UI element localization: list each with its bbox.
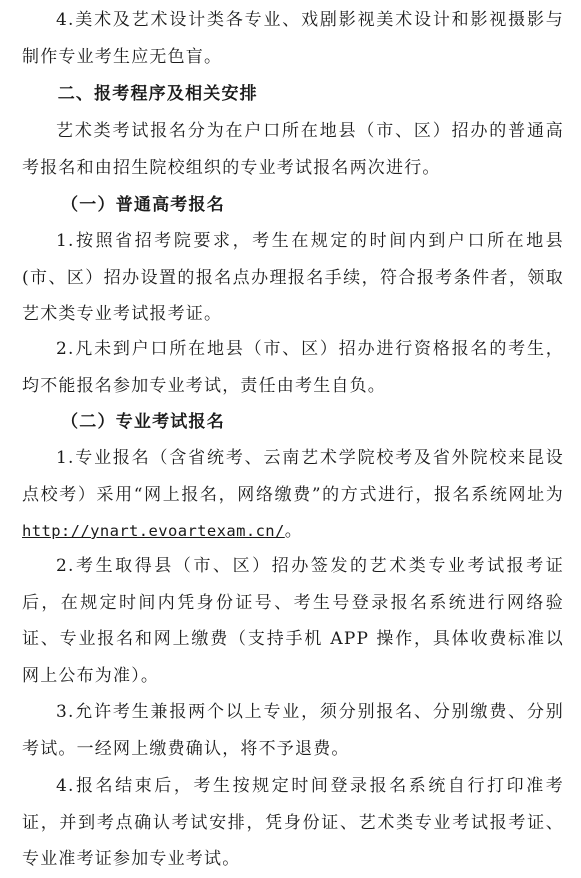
- paragraph-professional-item3: 3.允许考生兼报两个以上专业，须分别报名、分别缴费、分别考试。一经网上缴费确认，将不予退费。: [22, 702, 564, 759]
- paragraph-professional-item4: 4.报名结束后，考生按规定时间登录报名系统自行打印准考证，并到考点确认考试安排，凭身份证、艺术类专业考试报考证、专业准考证参加专业考试。: [22, 776, 564, 869]
- paragraph-general-item1: 1.按照省招考院要求，考生在规定的时间内到户口所在地县(市、区）招办设置的报名点办理报名手续，符合报考条件者，领取艺术类专业考试报考证。: [22, 231, 564, 324]
- paragraph-item4-color-blindness: 4.美术及艺术设计类各专业、戏剧影视美术设计和影视摄影与制作专业考生应无色盲。: [22, 10, 564, 67]
- item1-text: 1.专业报名（含省统考、云南艺术学院校考及省外院校来昆设点校考）采用“网上报名，网络缴费”的方式进行，报名系统网址为: [22, 448, 564, 505]
- subheading-professional-registration: （二）专业考试报名: [61, 412, 225, 432]
- paragraph-registration-intro: 艺术类考试报名分为在户口所在地县（市、区）招办的普通高考报名和由招生院校组织的专业考试报名两次进行。: [22, 121, 564, 178]
- section-heading-application-procedure: 二、报考程序及相关安排: [57, 84, 258, 104]
- subheading-general-registration: （一）普通高考报名: [61, 195, 225, 215]
- registration-system-link[interactable]: http://ynart.evoartexam.cn/: [22, 522, 285, 540]
- paragraph-general-item2: 2.凡未到户口所在地县（市、区）招办进行资格报名的考生，均不能报名参加专业考试，责任由考生自负。: [22, 339, 564, 396]
- item1-end-punctuation: 。: [284, 521, 303, 541]
- paragraph-professional-item1: [22, 440, 564, 550]
- paragraph-professional-item2: 2.考生取得县（市、区）招办签发的艺术类专业考试报考证后，在规定时间内凭身份证号、考生号登录报名系统进行网络验证、专业报名和网上缴费（支持手机 APP 操作，具体收费标准以网上公布为准）。: [22, 556, 564, 686]
